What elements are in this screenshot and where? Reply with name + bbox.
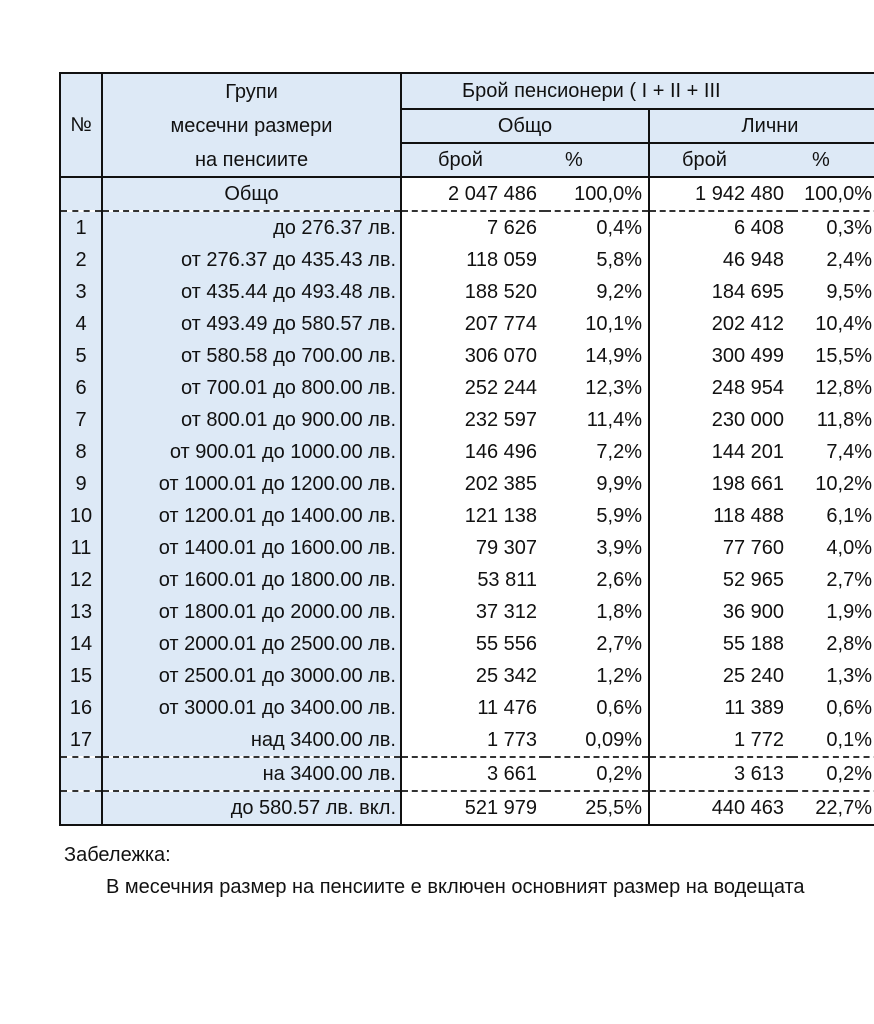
row-count-all: 232 597 — [464, 409, 537, 431]
row-group-label: от 800.01 до 900.00 лв. — [102, 404, 401, 436]
row-pct-personal: 0,6% — [826, 697, 872, 719]
row-count-personal: 248 954 — [711, 377, 784, 399]
header-pensioners: Брой пенсионери ( I + II + III — [401, 73, 874, 109]
row-count-all: 306 070 — [464, 345, 537, 367]
summary-row — [60, 791, 874, 825]
summary-pct-all: 25,5% — [545, 791, 649, 825]
row-group-label: от 900.01 до 1000.00 лв. — [102, 436, 401, 468]
row-pct-personal: 12,8% — [815, 377, 872, 399]
row-count-personal: 6 408 — [733, 217, 784, 239]
row-pct-all: 0,09% — [545, 724, 649, 757]
table-row — [60, 436, 874, 468]
row-count-personal: 36 900 — [722, 601, 784, 623]
row-count-all: 207 774 — [464, 313, 537, 335]
pension-groups-table — [59, 72, 874, 826]
table-row — [60, 660, 874, 692]
row-count-personal: 1 772 — [649, 724, 792, 757]
row-pct-all: 9,9% — [545, 468, 649, 500]
table-row — [60, 628, 874, 660]
row-no: 4 — [60, 308, 102, 340]
row-pct-personal: 7,4% — [826, 441, 872, 463]
row-count-personal: 202 412 — [711, 313, 784, 335]
header-group-line2: месечни размери — [102, 109, 401, 143]
row-count-all: 252 244 — [464, 377, 537, 399]
row-no: 12 — [60, 564, 102, 596]
note-title: Забележка: — [64, 844, 171, 866]
summary-row — [60, 757, 874, 791]
row-pct-all: 10,1% — [545, 308, 649, 340]
row-group-label: от 1200.01 до 1400.00 лв. — [102, 500, 401, 532]
row-pct-all: 7,2% — [545, 436, 649, 468]
row-pct-all: 12,3% — [545, 372, 649, 404]
row-group-label: от 435.44 до 493.48 лв. — [102, 276, 401, 308]
summary-label: на 3400.00 лв. — [102, 757, 401, 791]
row-count-personal: 184 695 — [711, 281, 784, 303]
total-no — [60, 177, 102, 211]
table-row — [60, 500, 874, 532]
row-pct-personal: 6,1% — [826, 505, 872, 527]
table-row — [60, 724, 874, 757]
row-pct-all: 5,9% — [545, 500, 649, 532]
header-pct-all: % — [545, 143, 649, 177]
header-total: Общо — [401, 109, 649, 143]
header-personal: Лични — [649, 109, 874, 143]
table-row — [60, 468, 874, 500]
row-no: 13 — [60, 596, 102, 628]
row-group-label: от 276.37 до 435.43 лв. — [102, 244, 401, 276]
row-pct-personal: 1,9% — [826, 601, 872, 623]
row-pct-all: 14,9% — [545, 340, 649, 372]
header-count-personal: брой — [649, 143, 792, 177]
table-row — [60, 211, 874, 244]
row-group-label: от 2000.01 до 2500.00 лв. — [102, 628, 401, 660]
row-count-all: 121 138 — [464, 505, 537, 527]
row-no: 11 — [60, 532, 102, 564]
table-row — [60, 372, 874, 404]
summary-pct-personal: 22,7% — [792, 791, 874, 825]
row-pct-personal: 2,7% — [826, 569, 872, 591]
table-row — [60, 564, 874, 596]
row-no: 6 — [60, 372, 102, 404]
summary-no — [60, 791, 102, 825]
summary-count-all: 3 661 — [401, 757, 545, 791]
header-no: № — [60, 73, 102, 177]
total-pct-all: 100,0% — [545, 177, 649, 211]
row-count-personal: 118 488 — [713, 505, 784, 527]
header-pct-personal: % — [792, 143, 874, 177]
row-count-all: 188 520 — [464, 281, 537, 303]
table-row — [60, 340, 874, 372]
header-group-line3: на пенсиите — [102, 143, 401, 177]
row-pct-personal: 9,5% — [826, 281, 872, 303]
header-row-3 — [60, 143, 874, 177]
row-count-personal: 11 389 — [724, 697, 784, 719]
row-group-label: от 1000.01 до 1200.00 лв. — [102, 468, 401, 500]
row-group-label: от 493.49 до 580.57 лв. — [102, 308, 401, 340]
header-count-all: брой — [401, 143, 545, 177]
summary-count-personal: 440 463 — [649, 791, 792, 825]
row-pct-personal: 15,5% — [815, 345, 872, 367]
summary-count-personal: 3 613 — [649, 757, 792, 791]
note-text: В месечния размер на пенсиите е включен основният размер на водещата — [106, 876, 805, 898]
row-count-personal: 77 760 — [722, 537, 784, 559]
table-row — [60, 692, 874, 724]
summary-pct-all: 0,2% — [545, 757, 649, 791]
header-row-1 — [60, 73, 874, 109]
header-group-line1: Групи — [102, 73, 401, 109]
row-count-all: 1 773 — [401, 724, 545, 757]
row-count-personal: 55 188 — [722, 633, 784, 655]
row-no: 17 — [60, 724, 102, 757]
row-group-label: от 580.58 до 700.00 лв. — [102, 340, 401, 372]
row-pct-personal: 10,2% — [815, 473, 872, 495]
table-row — [60, 244, 874, 276]
row-count-personal: 46 948 — [722, 249, 784, 271]
row-count-personal: 300 499 — [711, 345, 784, 367]
table-row — [60, 532, 874, 564]
table-row — [60, 308, 874, 340]
total-row — [60, 177, 874, 211]
row-count-all: 37 312 — [475, 601, 537, 623]
row-no: 9 — [60, 468, 102, 500]
row-pct-all: 0,4% — [545, 211, 649, 244]
row-count-all: 53 811 — [477, 569, 537, 591]
row-group-label: от 2500.01 до 3000.00 лв. — [102, 660, 401, 692]
row-count-personal: 198 661 — [711, 473, 784, 495]
row-pct-personal: 0,3% — [826, 217, 872, 239]
row-count-personal: 25 240 — [722, 665, 784, 687]
row-pct-personal: 0,1% — [792, 724, 874, 757]
row-no: 16 — [60, 692, 102, 724]
row-no: 3 — [60, 276, 102, 308]
row-count-personal: 52 965 — [722, 569, 784, 591]
table-row — [60, 596, 874, 628]
row-count-all: 11 476 — [477, 697, 537, 719]
row-count-all: 118 059 — [466, 249, 537, 271]
row-no: 1 — [60, 211, 102, 244]
table-row — [60, 404, 874, 436]
row-count-all: 146 496 — [464, 441, 537, 463]
row-group-label: от 1600.01 до 1800.00 лв. — [102, 564, 401, 596]
row-no: 10 — [60, 500, 102, 532]
row-count-all: 79 307 — [475, 537, 537, 559]
row-no: 2 — [60, 244, 102, 276]
total-count-all: 2 047 486 — [401, 177, 545, 211]
total-label: Общо — [102, 177, 401, 211]
row-count-all: 202 385 — [464, 473, 537, 495]
row-pct-all: 2,6% — [545, 564, 649, 596]
row-no: 15 — [60, 660, 102, 692]
row-group-label: от 1400.01 до 1600.00 лв. — [102, 532, 401, 564]
row-group-label: до 276.37 лв. — [102, 211, 401, 244]
row-group-label: над 3400.00 лв. — [102, 724, 401, 757]
row-no: 7 — [60, 404, 102, 436]
row-pct-all: 1,8% — [545, 596, 649, 628]
summary-no — [60, 757, 102, 791]
row-pct-personal: 4,0% — [826, 537, 872, 559]
row-pct-all: 2,7% — [545, 628, 649, 660]
row-pct-all: 11,4% — [545, 404, 649, 436]
row-pct-personal: 10,4% — [815, 313, 872, 335]
table-body — [60, 73, 874, 825]
row-group-label: от 1800.01 до 2000.00 лв. — [102, 596, 401, 628]
row-pct-all: 1,2% — [545, 660, 649, 692]
summary-count-all: 521 979 — [401, 791, 545, 825]
row-count-all: 25 342 — [475, 665, 537, 687]
row-pct-all: 3,9% — [545, 532, 649, 564]
total-pct-personal: 100,0% — [792, 177, 874, 211]
row-no: 14 — [60, 628, 102, 660]
row-pct-all: 0,6% — [545, 692, 649, 724]
header-row-2 — [60, 109, 874, 143]
row-group-label: от 3000.01 до 3400.00 лв. — [102, 692, 401, 724]
row-count-all: 55 556 — [475, 633, 537, 655]
summary-pct-personal: 0,2% — [792, 757, 874, 791]
row-group-label: от 700.01 до 800.00 лв. — [102, 372, 401, 404]
summary-label: до 580.57 лв. вкл. — [102, 791, 401, 825]
row-pct-personal: 2,8% — [826, 633, 872, 655]
row-pct-personal: 2,4% — [826, 249, 872, 271]
row-count-personal: 230 000 — [711, 409, 784, 431]
row-pct-personal: 11,8% — [816, 409, 872, 431]
row-pct-all: 5,8% — [545, 244, 649, 276]
row-count-all: 7 626 — [486, 217, 537, 239]
row-no: 8 — [60, 436, 102, 468]
row-pct-all: 9,2% — [545, 276, 649, 308]
row-pct-personal: 1,3% — [826, 665, 872, 687]
row-no: 5 — [60, 340, 102, 372]
total-count-personal: 1 942 480 — [649, 177, 792, 211]
table-row — [60, 276, 874, 308]
row-count-personal: 144 201 — [711, 441, 784, 463]
